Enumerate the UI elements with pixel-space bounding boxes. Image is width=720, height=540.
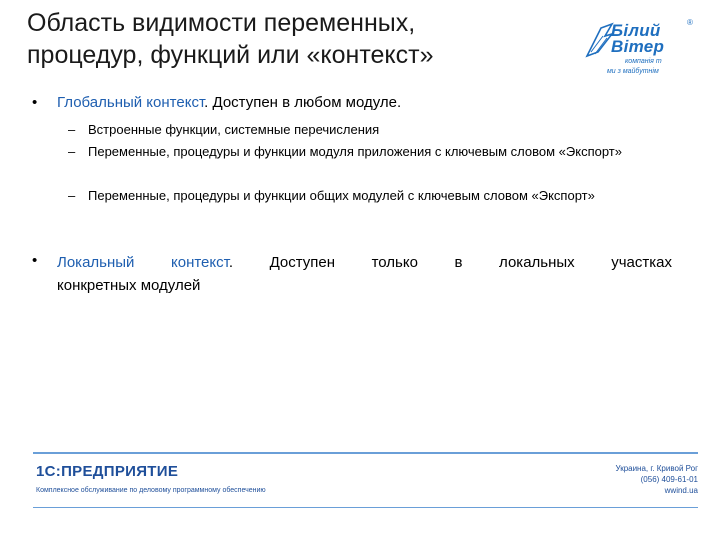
sub-item-dash: – [68, 144, 76, 159]
global-context-description: . Доступен в любом модуле. [204, 94, 402, 111]
logo-subtitle-line-2: ми з майбутнім [607, 68, 659, 75]
local-context-line-2: конкретных модулей [57, 277, 201, 294]
contact-website: wwind.ua [664, 486, 698, 495]
local-context-term: Локальный контекст [57, 254, 229, 271]
logo-subtitle-line-1: компанія т [625, 58, 662, 65]
sub-item-text: Встроенные функции, системные перечисления [88, 122, 380, 137]
local-context-line-1 [57, 251, 672, 274]
footer-divider-top [33, 452, 698, 454]
contact-city: Украина, г. Кривой Рог [615, 464, 698, 473]
footer-divider-bottom [33, 507, 698, 508]
registered-mark: ® [687, 18, 693, 27]
sub-item-dash: – [68, 122, 76, 137]
footer-contacts [615, 463, 698, 496]
local-context-description: . Доступен только в локальных участках [228, 254, 672, 271]
bullet-marker: • [32, 94, 38, 111]
title-line-2: процедур, функций или «контекст» [27, 41, 434, 69]
sub-item-text: Переменные, процедуры и функции модуля приложения с ключевым словом «Экспорт» [88, 144, 622, 159]
global-context-term: Глобальный контекст [57, 94, 205, 111]
slide-title [27, 7, 567, 71]
bullet-marker: • [32, 252, 38, 269]
company-logo [585, 18, 695, 80]
logo-text-line-2: Вітер [611, 37, 665, 56]
contact-phone: (056) 409-61-01 [640, 475, 698, 484]
title-line-1: Область видимости переменных, [27, 9, 416, 37]
sub-item-dash: – [68, 188, 76, 203]
sub-item-text: Переменные, процедуры и функции общих модулей с ключевым словом «Экспорт» [88, 188, 595, 203]
bullet-local-text [57, 251, 672, 297]
bullet-global-text [57, 93, 677, 113]
footer-brand: 1С:ПРЕДПРИЯТИЕ [36, 463, 179, 480]
logo-text-line-1: Білий [611, 21, 661, 40]
footer-brand-subtitle: Комплексное обслуживание по деловому программному обеспечению [36, 487, 266, 494]
